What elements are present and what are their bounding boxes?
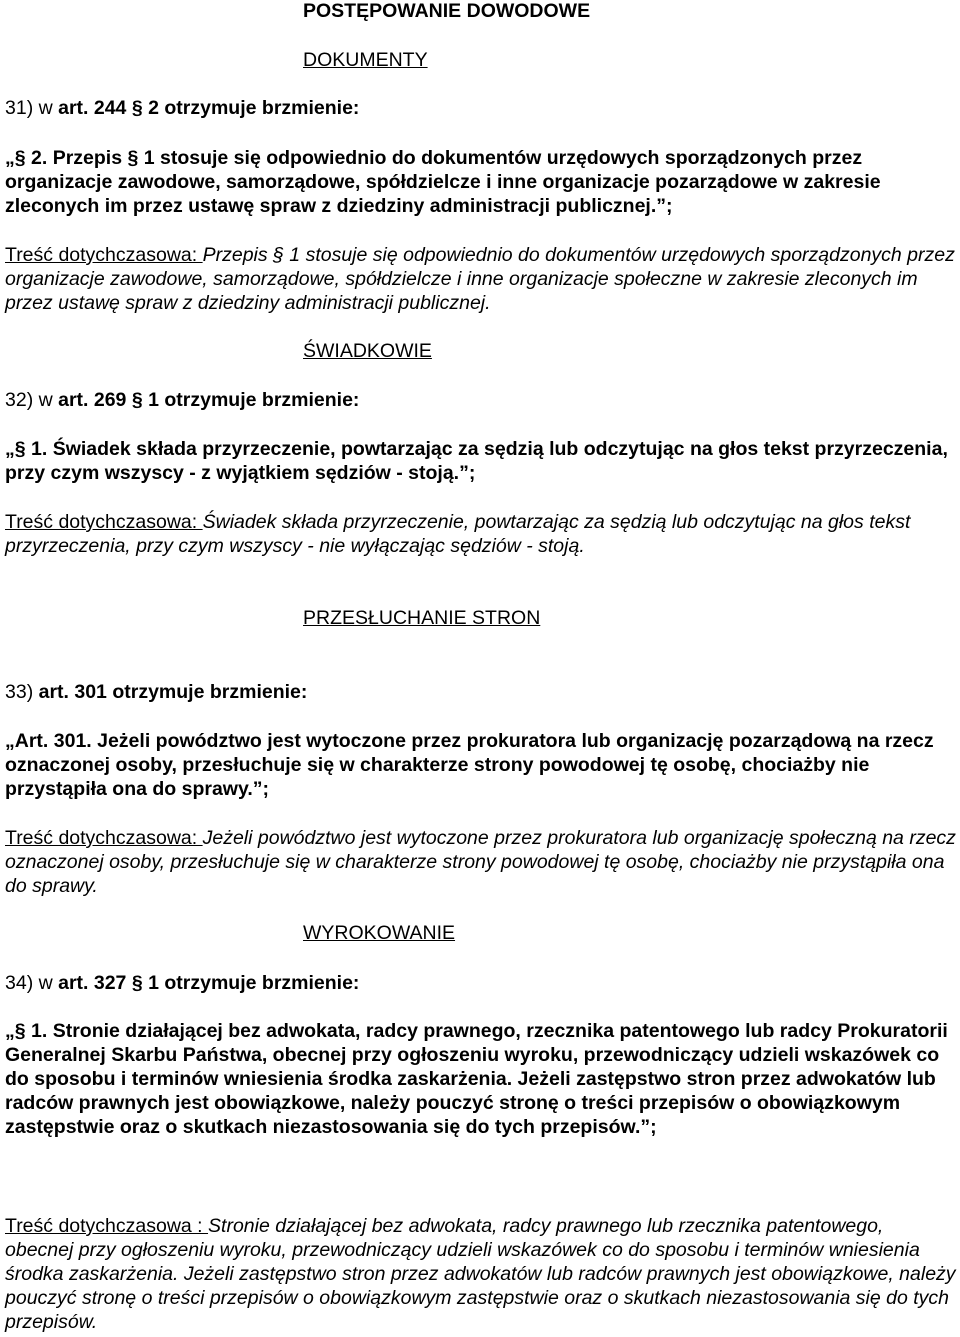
new-wording-32: „§ 1. Świadek składa przyrzeczenie, powtarzając za sędzią lub odczytując na głos tekst przyrzeczenia, przy czym wszyscy - z wyjątkiem sędziów - stoją.”; xyxy=(5,438,948,484)
section-heading-przesluchanie-stron: PRZESŁUCHANIE STRON xyxy=(303,607,541,629)
section-subtitle-dokumenty: DOKUMENTY xyxy=(303,49,428,71)
amendment-intro-32: 32) w art. 269 § 1 otrzymuje brzmienie: xyxy=(5,389,360,411)
section-heading-wyrokowanie: WYROKOWANIE xyxy=(303,922,456,944)
amendment-intro-34: 34) w art. 327 § 1 otrzymuje brzmienie: xyxy=(5,972,360,994)
section-title: POSTĘPOWANIE DOWODOWE xyxy=(303,0,591,22)
previous-wording-31: Treść dotychczasowa: Przepis § 1 stosuje się odpowiednio do dokumentów urzędowych sporządzonych przez organizacje zawodowe, samorządowe, spółdzielcze i inne organizacje społeczne w zakresie zleconych im przez ustawę spraw z dziedziny administracji publicznej. xyxy=(5,244,955,314)
amendment-intro-33: 33) art. 301 otrzymuje brzmienie: xyxy=(5,681,308,703)
new-wording-34: „§ 1. Stronie działającej bez adwokata, radcy prawnego, rzecznika patentowego lub radcy Prokuratorii Generalnej Skarbu Państwa, obecnej przy ogłoszeniu wyroku, przewodniczący udzieli wskazówek co do sposobu i terminów wniesienia środka zaskarżenia. Jeżeli zastępstwo stron przez adwokatów lub radców prawnych jest obowiązkowe, należy pouczyć stronę o treści przepisów o obowiązkowym zastępstwie oraz o skutkach niezastosowania się do tych przepisów.”; xyxy=(5,1020,948,1138)
new-wording-31: „§ 2. Przepis § 1 stosuje się odpowiednio do dokumentów urzędowych sporządzonych przez organizacje zawodowe, samorządowe, spółdzielcze i inne organizacje pozarządowe w zakresie zleconych im przez ustawę spraw z dziedziny administracji publicznej.”; xyxy=(5,147,881,217)
previous-wording-34: Treść dotychczasowa : Stronie działającej bez adwokata, radcy prawnego lub rzecznika patentowego, obecnej przy ogłoszeniu wyroku, przewodniczący udzieli wskazówek co do sposobu i terminów wniesienia środka zaskarżenia. Jeżeli zastępstwo stron przez adwokatów lub radców prawnych jest obowiązkowe, należy pouczyć stronę o treści przepisów o obowiązkowym zastępstwie oraz o skutkach niezastosowania się do tych przepisów. xyxy=(5,1215,956,1333)
previous-wording-33: Treść dotychczasowa: Jeżeli powództwo jest wytoczone przez prokuratora lub organizację społeczną na rzecz oznaczonej osoby, przesłuchuje się w charakterze strony powodowej tę osobę, chociażby nie przystąpiła ona do sprawy. xyxy=(5,827,956,897)
previous-wording-32: Treść dotychczasowa: Świadek składa przyrzeczenie, powtarzając za sędzią lub odczytując na głos tekst przyrzeczenia, przy czym wszyscy - nie wyłączając sędziów - stoją. xyxy=(5,511,911,557)
amendment-intro-31: 31) w art. 244 § 2 otrzymuje brzmienie: xyxy=(5,97,360,119)
new-wording-33: „Art. 301. Jeżeli powództwo jest wytoczone przez prokuratora lub organizację pozarządową na rzecz oznaczonej osoby, przesłuchuje się w charakterze strony powodowej tę osobę, chociażby nie przystąpiła ona do sprawy.”; xyxy=(5,730,934,800)
section-heading-swiadkowie: ŚWIADKOWIE xyxy=(303,340,432,362)
